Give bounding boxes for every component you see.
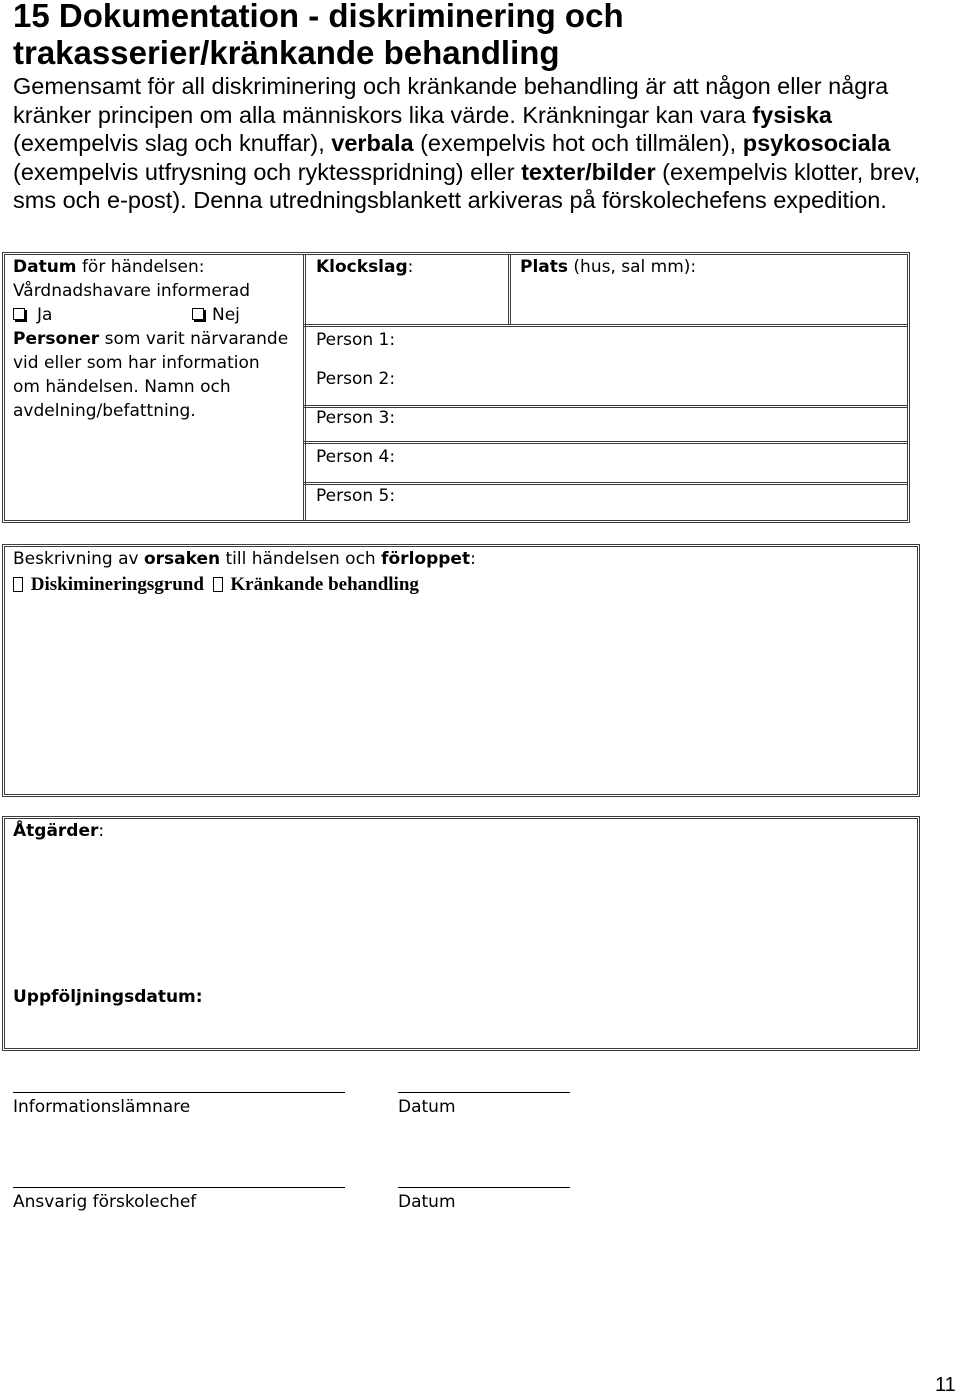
intro-line — [13, 158, 920, 187]
intro-emphasis: verbala — [331, 130, 414, 156]
description-prompt-emphasis: förloppet — [381, 549, 471, 569]
intro-line — [13, 101, 920, 130]
time-label-rest: : — [407, 257, 414, 277]
intro-line — [13, 129, 920, 158]
description-prompt-text: : — [470, 549, 476, 569]
principal-signature-label: Ansvarig förskolechef — [13, 1192, 197, 1212]
page-number: 11 — [935, 1374, 956, 1396]
signature-line — [13, 1092, 345, 1093]
signature-line — [13, 1187, 345, 1188]
persons-description-line: avdelning/befattning. — [13, 401, 196, 421]
table-column-divider — [303, 255, 306, 520]
description-prompt — [13, 547, 476, 571]
date-line — [398, 1092, 570, 1093]
person-row-label: Person 3: — [316, 408, 396, 428]
intro-text: Gemensamt för all diskriminering och kränkande behandling är att någon eller några — [13, 73, 889, 99]
date-label-rest: för händelsen: — [81, 257, 205, 277]
checkbox-icon — [192, 308, 204, 320]
intro-text: (exempelvis utfrysning och ryktesspridning) eller — [13, 158, 515, 185]
persons-description-line — [13, 327, 288, 351]
follow-up-date-text: Uppföljningsdatum: — [13, 987, 203, 1007]
date-and-persons-cell — [13, 255, 288, 423]
date-line — [398, 1187, 570, 1188]
time-label-bold: Klockslag — [316, 257, 408, 277]
table-row-divider — [303, 441, 907, 444]
actions-label-rest: : — [98, 821, 105, 841]
incident-category-options — [13, 574, 419, 595]
guardian-informed-label: Vårdnadshavare informerad — [13, 281, 250, 301]
intro-line — [13, 186, 920, 215]
persons-description-line: vid eller som har information — [13, 353, 260, 373]
signature-date-label: Datum — [398, 1192, 456, 1212]
description-prompt-text: till händelsen och — [225, 549, 376, 569]
place-field-label — [520, 255, 696, 279]
option-yes-label: Ja — [37, 305, 53, 325]
intro-emphasis: psykosociala — [742, 130, 891, 156]
guardian-informed-options — [13, 303, 253, 327]
category-offensive-treatment-label: Kränkande behandling — [230, 574, 419, 595]
actions-box — [2, 816, 920, 1051]
signature-date-label: Datum — [398, 1097, 456, 1117]
actions-label — [13, 819, 104, 843]
persons-description-bold: Personer — [13, 329, 100, 349]
option-no-label: Nej — [212, 305, 240, 325]
incident-details-table — [2, 252, 910, 523]
place-label-bold: Plats — [520, 257, 569, 277]
description-prompt-text: Beskrivning av — [13, 549, 139, 569]
date-field-label — [13, 255, 288, 279]
intro-text: (exempelvis slag och knuffar), — [13, 130, 325, 156]
category-discrimination-label: Diskimineringsgrund — [30, 574, 204, 595]
place-label-rest: (hus, sal mm): — [573, 257, 697, 277]
intro-emphasis: fysiska — [752, 101, 832, 128]
person-row-label: Person 4: — [316, 447, 396, 467]
page-title-line: trakasserier/kränkande behandling — [13, 33, 560, 71]
actions-label-bold: Åtgärder — [13, 821, 99, 841]
person-row-label: Person 1: — [316, 330, 396, 350]
intro-emphasis: texter/bilder — [521, 158, 656, 185]
checkbox-icon — [13, 308, 25, 320]
person-row-label: Person 5: — [316, 486, 396, 506]
time-field-label — [316, 255, 413, 279]
description-prompt-emphasis: orsaken — [143, 549, 221, 569]
persons-description-line: om händelsen. Namn och — [13, 377, 231, 397]
incident-description-box — [2, 544, 920, 797]
checkbox-icon — [13, 577, 23, 592]
intro-line — [13, 72, 920, 101]
follow-up-date-label — [13, 985, 203, 1009]
date-label-bold: Datum — [13, 257, 77, 277]
checkbox-icon — [213, 577, 223, 592]
person-row-label: Person 2: — [316, 369, 396, 389]
intro-text: (exempelvis hot och tillmälen), — [420, 130, 737, 156]
table-column-divider — [508, 255, 511, 325]
page-title — [13, 0, 624, 71]
intro-text: kränker principen om alla människors lika värde. Kränkningar kan vara — [13, 101, 746, 128]
page-title-line: 15 Dokumentation - diskriminering och — [13, 0, 624, 34]
intro-text: sms och e-post). Denna utredningsblankett arkiveras på förskolechefens expedition. — [13, 187, 887, 213]
persons-description-text: som varit närvarande — [104, 329, 289, 349]
intro-text: (exempelvis klotter, brev, — [662, 158, 921, 185]
informant-signature-label: Informationslämnare — [13, 1097, 191, 1117]
table-row-divider — [303, 324, 907, 327]
intro-paragraph — [13, 72, 920, 215]
